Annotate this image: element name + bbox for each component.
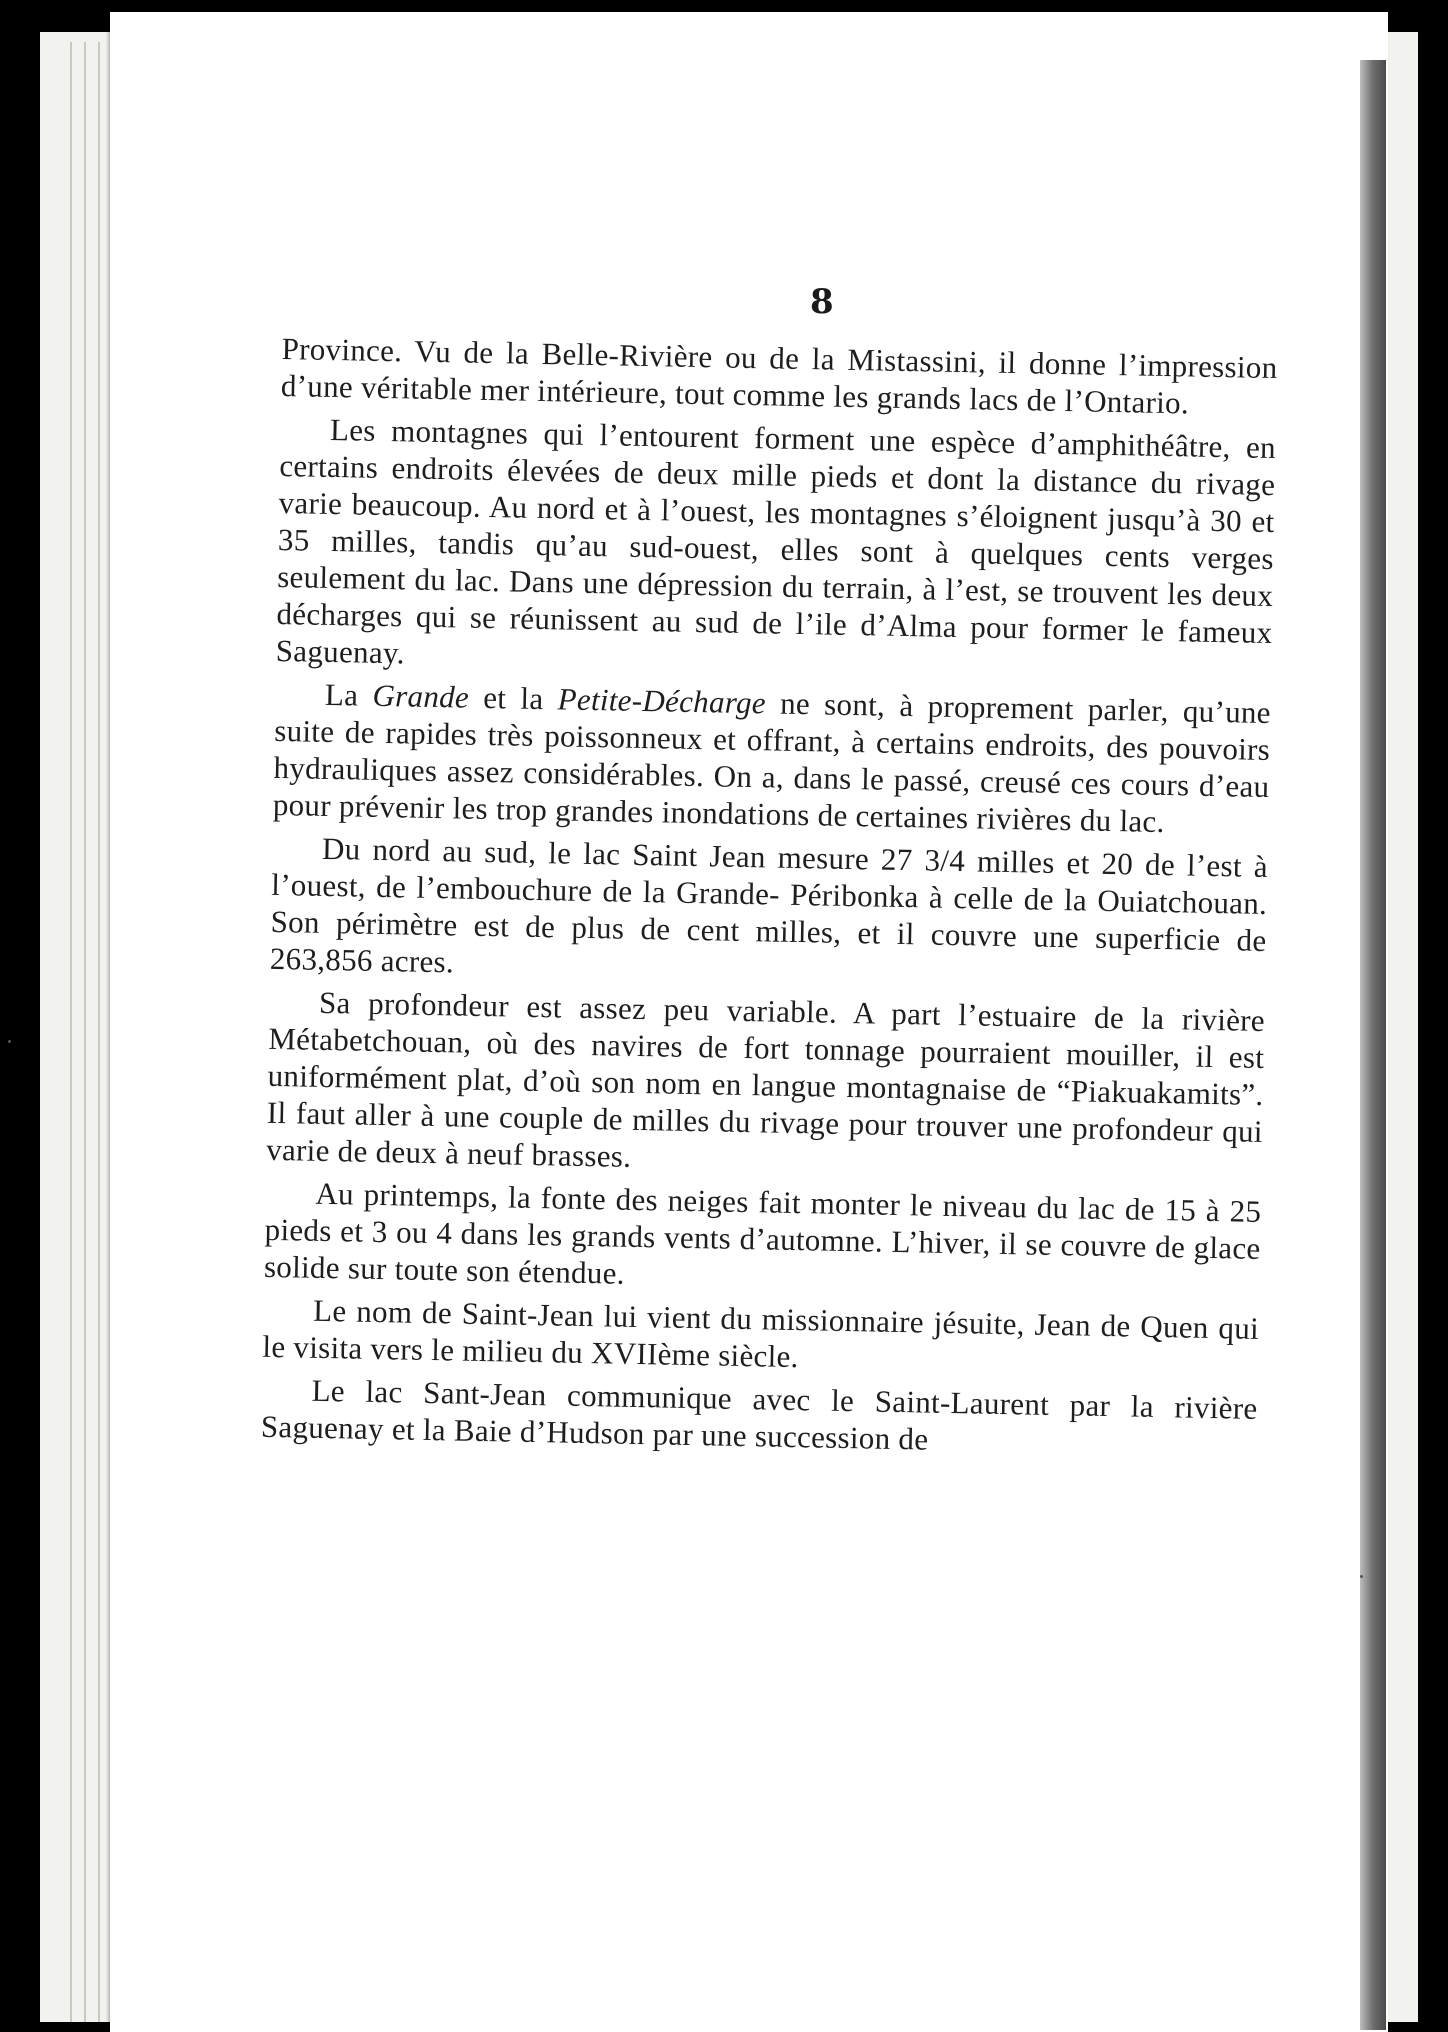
paragraph-p3 [273,675,1272,842]
page-gutter-shadow [1360,60,1386,2030]
text-run: Le nom de Saint-Jean lui vient du missionnaire jésuite, Jean de Quen qui le visita vers le milieu du XVIIème siècle. [262,1292,1260,1375]
paragraph-p2 [275,410,1276,688]
stack-edge-line [84,42,86,2022]
text-run: Au printemps, la fonte des neiges fait monter le niveau du lac de 15 à 25 pieds et 3 ou 4 dans les grands vents d’automne. L’hiver, il se couvre de glace solide sur toute son étendue. [263,1175,1262,1291]
text-run: Les montagnes qui l’entourent forment une espèce d’amphithéâtre, en certains endroits élevées de deux mille pieds et dont la distance du rivage varie beaucoup. Au nord et à l’ouest, les montagnes s’éloignent jusqu’à 30 et 35 milles, tandis qu’au sud-ouest, elles sont à quelques cents verges seulement du lac. Dans une dépression du terrain, à l’est, se trouvent les deux décharges qui se réunissent au sud de l’ile d’Alma pour former le fameux Saguenay. [275,411,1277,671]
italic-term: Grande [372,677,470,715]
text-run: La [324,676,373,713]
text-run: ne sont, à proprement parler, qu’une suite de rapides très poissonneux et offrant, à certains endroits, des pouvoirs hydrauliques assez considérables. On a, dans le passé, creusé ces cours d’eau pour prévenir les trop grandes inondations de certaines rivières du lac. [272,685,1272,840]
paragraph-p5 [266,983,1265,1187]
text-run: Le lac Sant-Jean communique avec le Saint-Laurent par la rivière Saguenay et la Baie d’Hudson par une succession de [260,1372,1258,1457]
paragraph-p7 [262,1291,1259,1384]
text-run: Province. Vu de la Belle-Rivière ou de la Mistassini, il donne l’impression d’une véritable mer intérieure, tout comme les grands lacs de l’Ontario. [280,330,1278,421]
paragraph-p6 [264,1174,1262,1304]
stack-edge-line [98,42,100,2022]
paragraph-p4 [270,829,1269,996]
text-run: Sa profondeur est assez peu variable. A part l’estuaire de la rivière Métabetchouan, où des navires de fort tonnage pourraient mouiller, il est uniformément plat, d’où son nom en langue montagnaise de “Piakuakamits”. Il faut aller à une couple de milles du rivage pour trouver une profondeur qui varie de deux à neuf brasses. [265,984,1266,1174]
stack-edge-line [70,42,72,2022]
scan-speck [8,1040,11,1043]
text-run: Du nord au sud, le lac Saint Jean mesure 27 3/4 milles et 20 de l’est à l’ouest, de l’embouchure de la Grande- Péribonka à celle de la Ouiatchouan. Son périmètre est de plus de cent milles, et il couvre une superficie de 263,856 acres. [269,830,1269,980]
paragraph-p8 [261,1371,1258,1464]
body-text [260,330,1277,1470]
italic-term: Petite-Décharge [557,681,767,721]
scan-speck [1360,1575,1363,1578]
text-run: et la [468,679,559,717]
page-number: 8 [810,282,834,322]
